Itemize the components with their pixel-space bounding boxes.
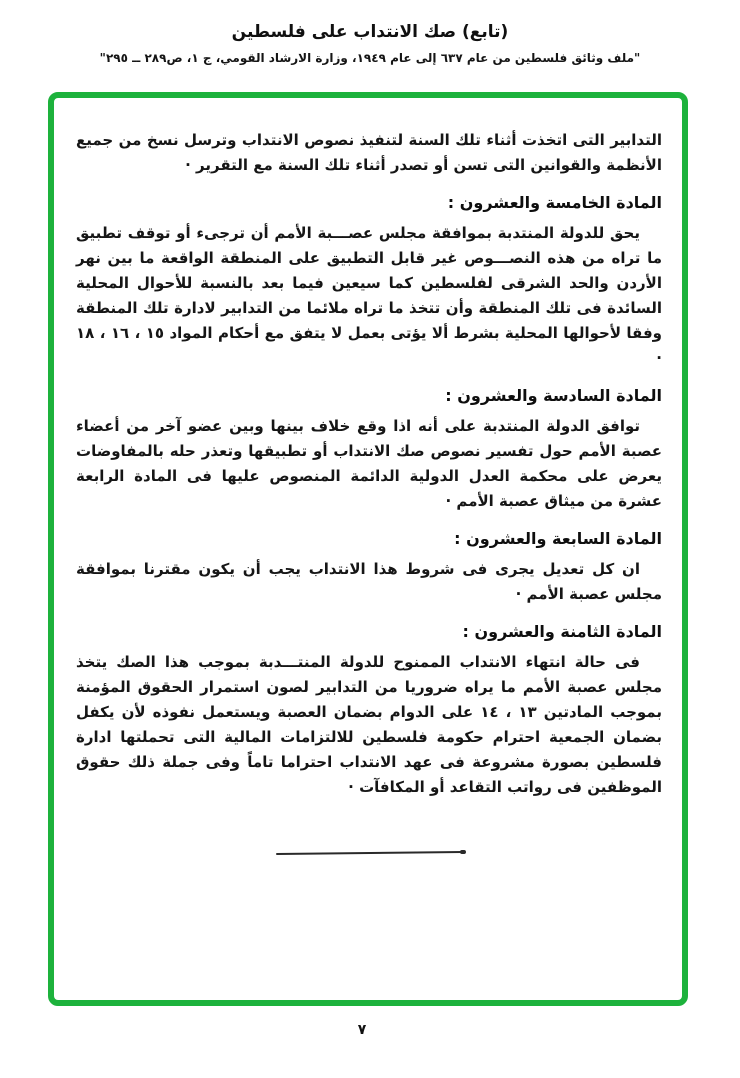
document-frame [48, 92, 688, 1006]
article-26 [76, 386, 662, 514]
article-28 [76, 622, 662, 800]
article-26-text: توافق الدولة المنتدبة على أنه اذا وقع خلاف بينها وبين عضو آخر من أعضاء عصبة الأمم حول تفسير نصوص صك الانتداب أو تطبيقها وتعذر حله بالمفاوضات يعرض على محكمة العدل الدولية الدائمة المنصوص عليها فى المادة الرابعة عشرة من ميثاق عصبة الأمم · [76, 417, 662, 510]
document-content [76, 128, 662, 800]
page-number: ٧ [357, 1022, 367, 1038]
article-28-heading: المادة الثامنة والعشرون : [462, 622, 662, 641]
page-header [0, 22, 740, 65]
end-of-text-rule [276, 851, 464, 855]
article-27 [76, 529, 662, 607]
document-title: (تابع) صك الانتداب على فلسطين [231, 22, 509, 42]
article-25-text: يحق للدولة المنتدبة بموافقة مجلس عصـــبة الأمم أن ترجىء أو توقف تطبيق ما تراه من هذه النصـــوص غير قابل التطبيق على المنطقة الواقعة ما بين نهر الأردن والحد الشرقى لفلسطين كما سيعين فيما بعد بالنسبة للأحوال المحلية السائدة فى تلك المنطقة وأن تتخذ ما تراه ملائما من التدابير لادارة تلك المنطقة وفقا لأحوالها المحلية بشرط ألا يؤتى بعمل لا يتفق مع أحكام المواد ١٥ ، ١٦ ، ١٨ · [76, 224, 662, 367]
article-26-heading: المادة السادسة والعشرون : [445, 386, 662, 405]
article-25 [76, 193, 662, 371]
article-27-text: ان كل تعديل يجرى فى شروط هذا الانتداب يجب أن يكون مقترنا بموافقة مجلس عصبة الأمم · [76, 560, 662, 603]
article-28-text: فى حالة انتهاء الانتداب الممنوح للدولة المنتـــدبة بموجب هذا الصك يتخذ مجلس عصبة الأمم ما يراه ضروريا من التدابير لصون استمرار الحقوق المؤمنة بموجب المادتين ١٣ ، ١٤ على الدوام بضمان العصبة ويستعمل نفوذه لأن يكفل بضمان الجمعية احترام حكومة فلسطين للالتزامات المالية التى تحملتها ادارة فلسطين بصورة مشروعة فى عهد الانتداب احتراما تاماً وفى جملة ذلك حقوق الموظفين فى رواتب التقاعد أو المكافآت · [76, 653, 662, 796]
continuation-paragraph: التدابير التى اتخذت أثناء تلك السنة لتنفيذ نصوص الانتداب وترسل نسخ من جميع الأنظمة والقوانين التى تسن أو تصدر أثناء تلك السنة مع التقرير · [76, 131, 662, 174]
source-citation: "ملف وثائق فلسطين من عام ٦٣٧ إلى عام ١٩٤٩، وزارة الارشاد القومي، ج ١، ص٢٨٩ ــ ٢٩٥" [99, 51, 641, 65]
article-27-heading: المادة السابعة والعشرون : [454, 529, 662, 548]
article-25-heading: المادة الخامسة والعشرون : [447, 193, 662, 212]
